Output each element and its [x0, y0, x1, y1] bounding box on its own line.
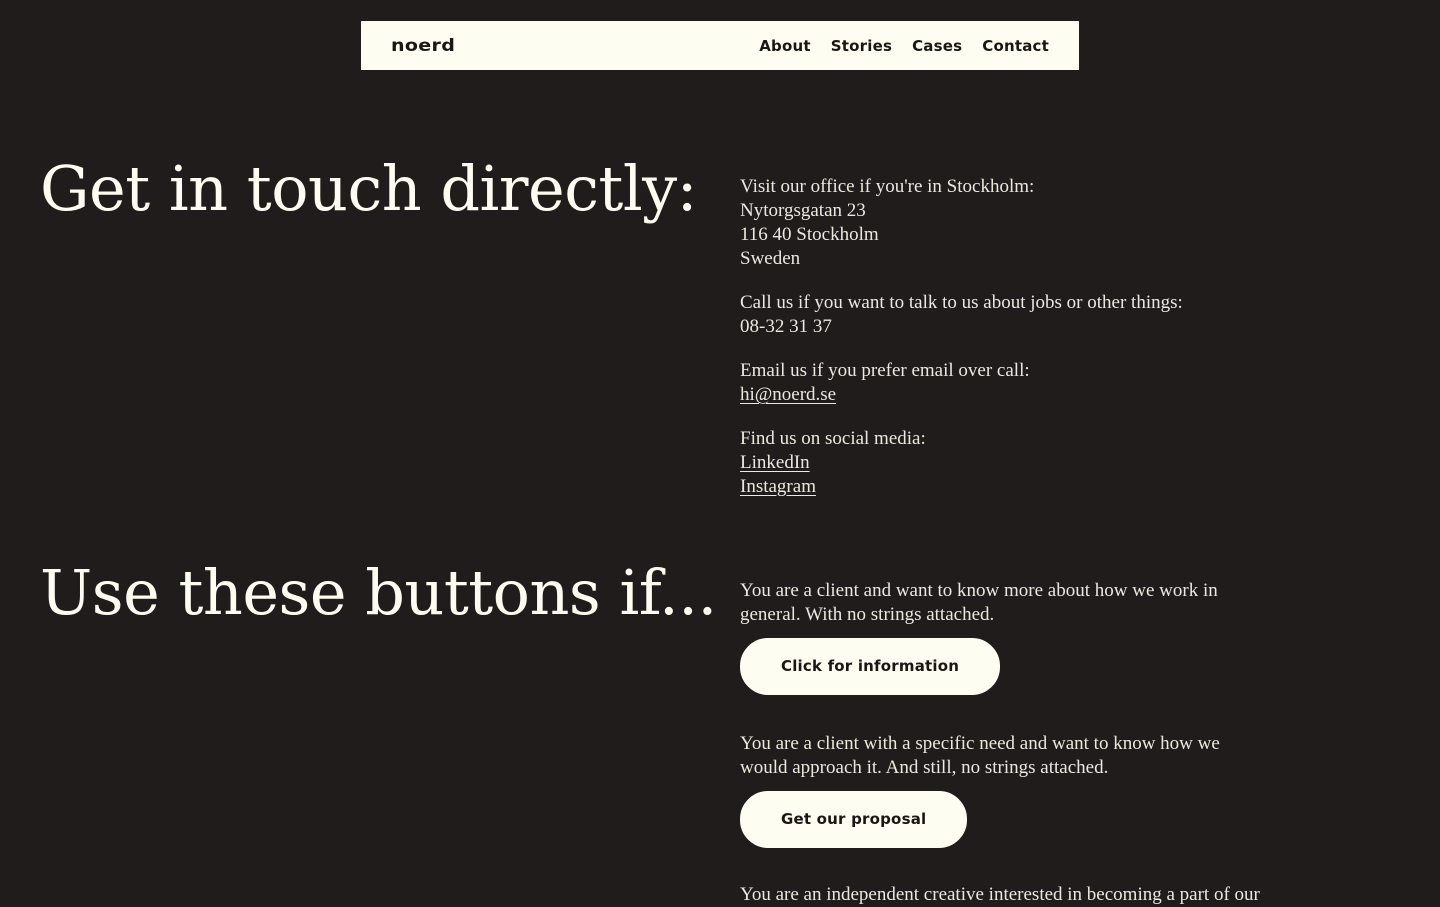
- click-for-information-button[interactable]: Click for information: [740, 638, 1000, 695]
- cta-text-information: You are a client and want to know more about how we work in general. With no strings attached.: [740, 580, 1218, 625]
- nav-links: [759, 37, 1049, 55]
- cta-text-creative: You are an independent creative interested in becoming a part of our: [740, 884, 1260, 905]
- office-country: Sweden: [740, 248, 801, 269]
- noerd-logo[interactable]: noerd: [391, 35, 456, 56]
- office-street: Nytorgsgatan 23: [740, 200, 866, 221]
- email-link[interactable]: hi@noerd.se: [740, 384, 837, 405]
- get-in-touch-heading: Get in touch directly:: [40, 152, 698, 225]
- cta-text-proposal: You are a client with a specific need and want to know how we would approach it. And still, no strings attached.: [740, 733, 1220, 778]
- phone-block: [740, 291, 1290, 339]
- contact-details: [740, 175, 1290, 519]
- email-block: [740, 359, 1290, 407]
- cta-item-proposal: [740, 732, 1290, 848]
- instagram-link[interactable]: Instagram: [740, 476, 816, 497]
- office-address-block: [740, 175, 1290, 271]
- email-intro: Email us if you prefer email over call:: [740, 360, 1030, 381]
- linkedin-link[interactable]: LinkedIn: [740, 452, 810, 473]
- phone-intro: Call us if you want to talk to us about jobs or other things:: [740, 292, 1183, 313]
- cta-item-creative: [740, 883, 1290, 907]
- nav-link-stories[interactable]: Stories: [830, 36, 893, 55]
- use-buttons-heading: Use these buttons if...: [40, 556, 717, 629]
- social-block: [740, 427, 1290, 499]
- nav-link-contact[interactable]: Contact: [982, 36, 1049, 55]
- nav-link-cases[interactable]: Cases: [912, 36, 963, 55]
- social-intro: Find us on social media:: [740, 428, 926, 449]
- office-intro: Visit our office if you're in Stockholm:: [740, 176, 1035, 197]
- get-our-proposal-button[interactable]: Get our proposal: [740, 791, 967, 848]
- nav-link-about[interactable]: About: [759, 36, 811, 55]
- phone-number: 08-32 31 37: [740, 316, 832, 337]
- top-navigation: [361, 21, 1079, 70]
- office-city: 116 40 Stockholm: [740, 224, 879, 245]
- cta-item-information: [740, 579, 1290, 695]
